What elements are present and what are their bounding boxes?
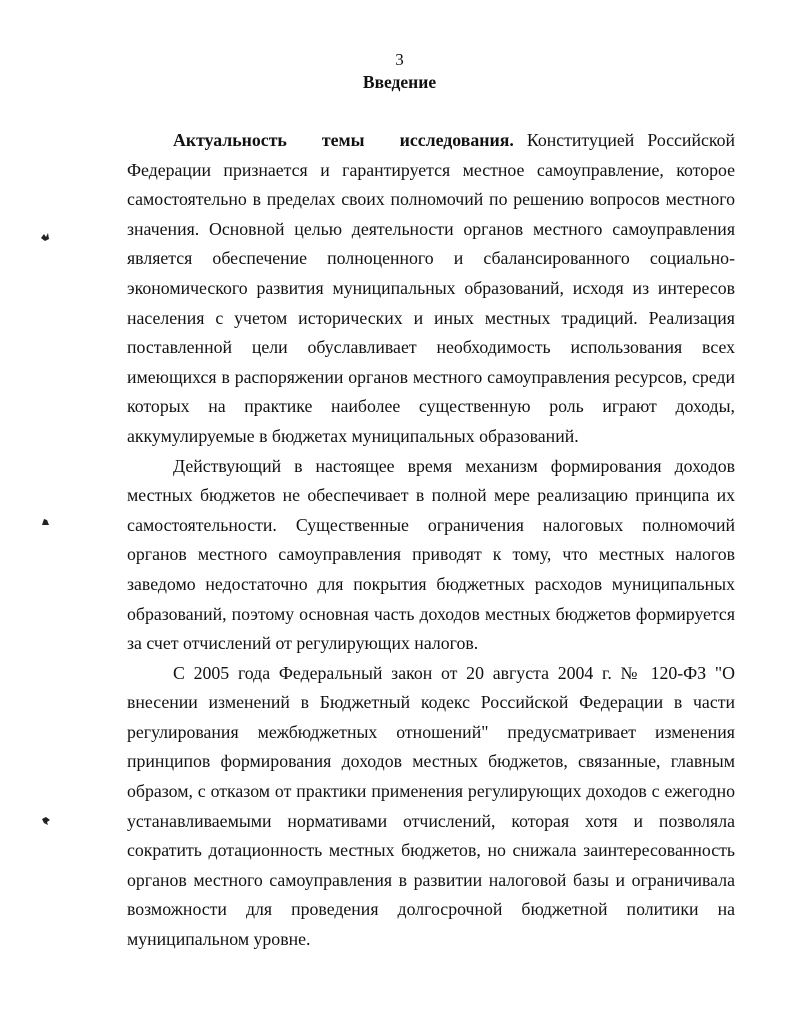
paragraph-current-mechanism: Действующий в настоящее время механизм формирования доходов местных бюджетов не обеспечивает в полной мере реализацию принципа их самостоятельности. Существенные ограничения налоговых полномочий органов местного самоуправления приводят к тому, что местных налогов заведомо недостаточно для покрытия бюджетных расходов муниципальных образований, поэтому основная часть доходов местных бюджетов формируется за счет отчислений от регулирующих налогов.	[127, 455, 735, 654]
paragraph-federal-law: С 2005 года Федеральный закон от 20 августа 2004 г. № 120-ФЗ "О внесении изменений в Бюджетный кодекс Российской Федерации в части регулирования межбюджетных отношений" предусматривает изменения принципов формирования доходов местных бюджетов, связанные, главным образом, с отказом от практики применения регулирующих доходов с ежегодно устанавливаемыми нормативами отчислений, которая хотя и позволяла сократить дотационность местных бюджетов, но снижала заинтересованность органов местного самоуправления в развитии налоговой базы и ограничивала возможности для проведения долгосрочной бюджетной политики на муниципальном уровне.	[127, 662, 735, 950]
scan-mark-icon	[40, 232, 50, 242]
paragraph-relevance	[127, 126, 735, 452]
relevance-heading: Актуальность темы исследования.	[173, 130, 514, 150]
page-number: 3	[395, 50, 404, 69]
page-title: Введение	[362, 72, 437, 92]
scan-mark-icon	[40, 517, 50, 527]
document-body	[127, 126, 735, 955]
scan-mark-icon	[41, 816, 51, 826]
paragraph-text: Конституцией Российской Федерации признается и гарантируется местное самоуправление, которое самостоятельно в пределах своих полномочий по решению вопросов местного значения. Основной целью деятельности органов местного самоуправления является обеспечение полноценного и сбалансированного социально-экономического развития муниципальных образований, исходя из интересов населения с учетом исторических и иных местных традиций. Реализация поставленной цели обуславливает необходимость использования всех имеющихся в распоряжении органов местного самоуправления ресурсов, среди которых на практике наиболее существенную роль играют доходы, аккумулируемые в бюджетах муниципальных образований.	[127, 130, 735, 446]
